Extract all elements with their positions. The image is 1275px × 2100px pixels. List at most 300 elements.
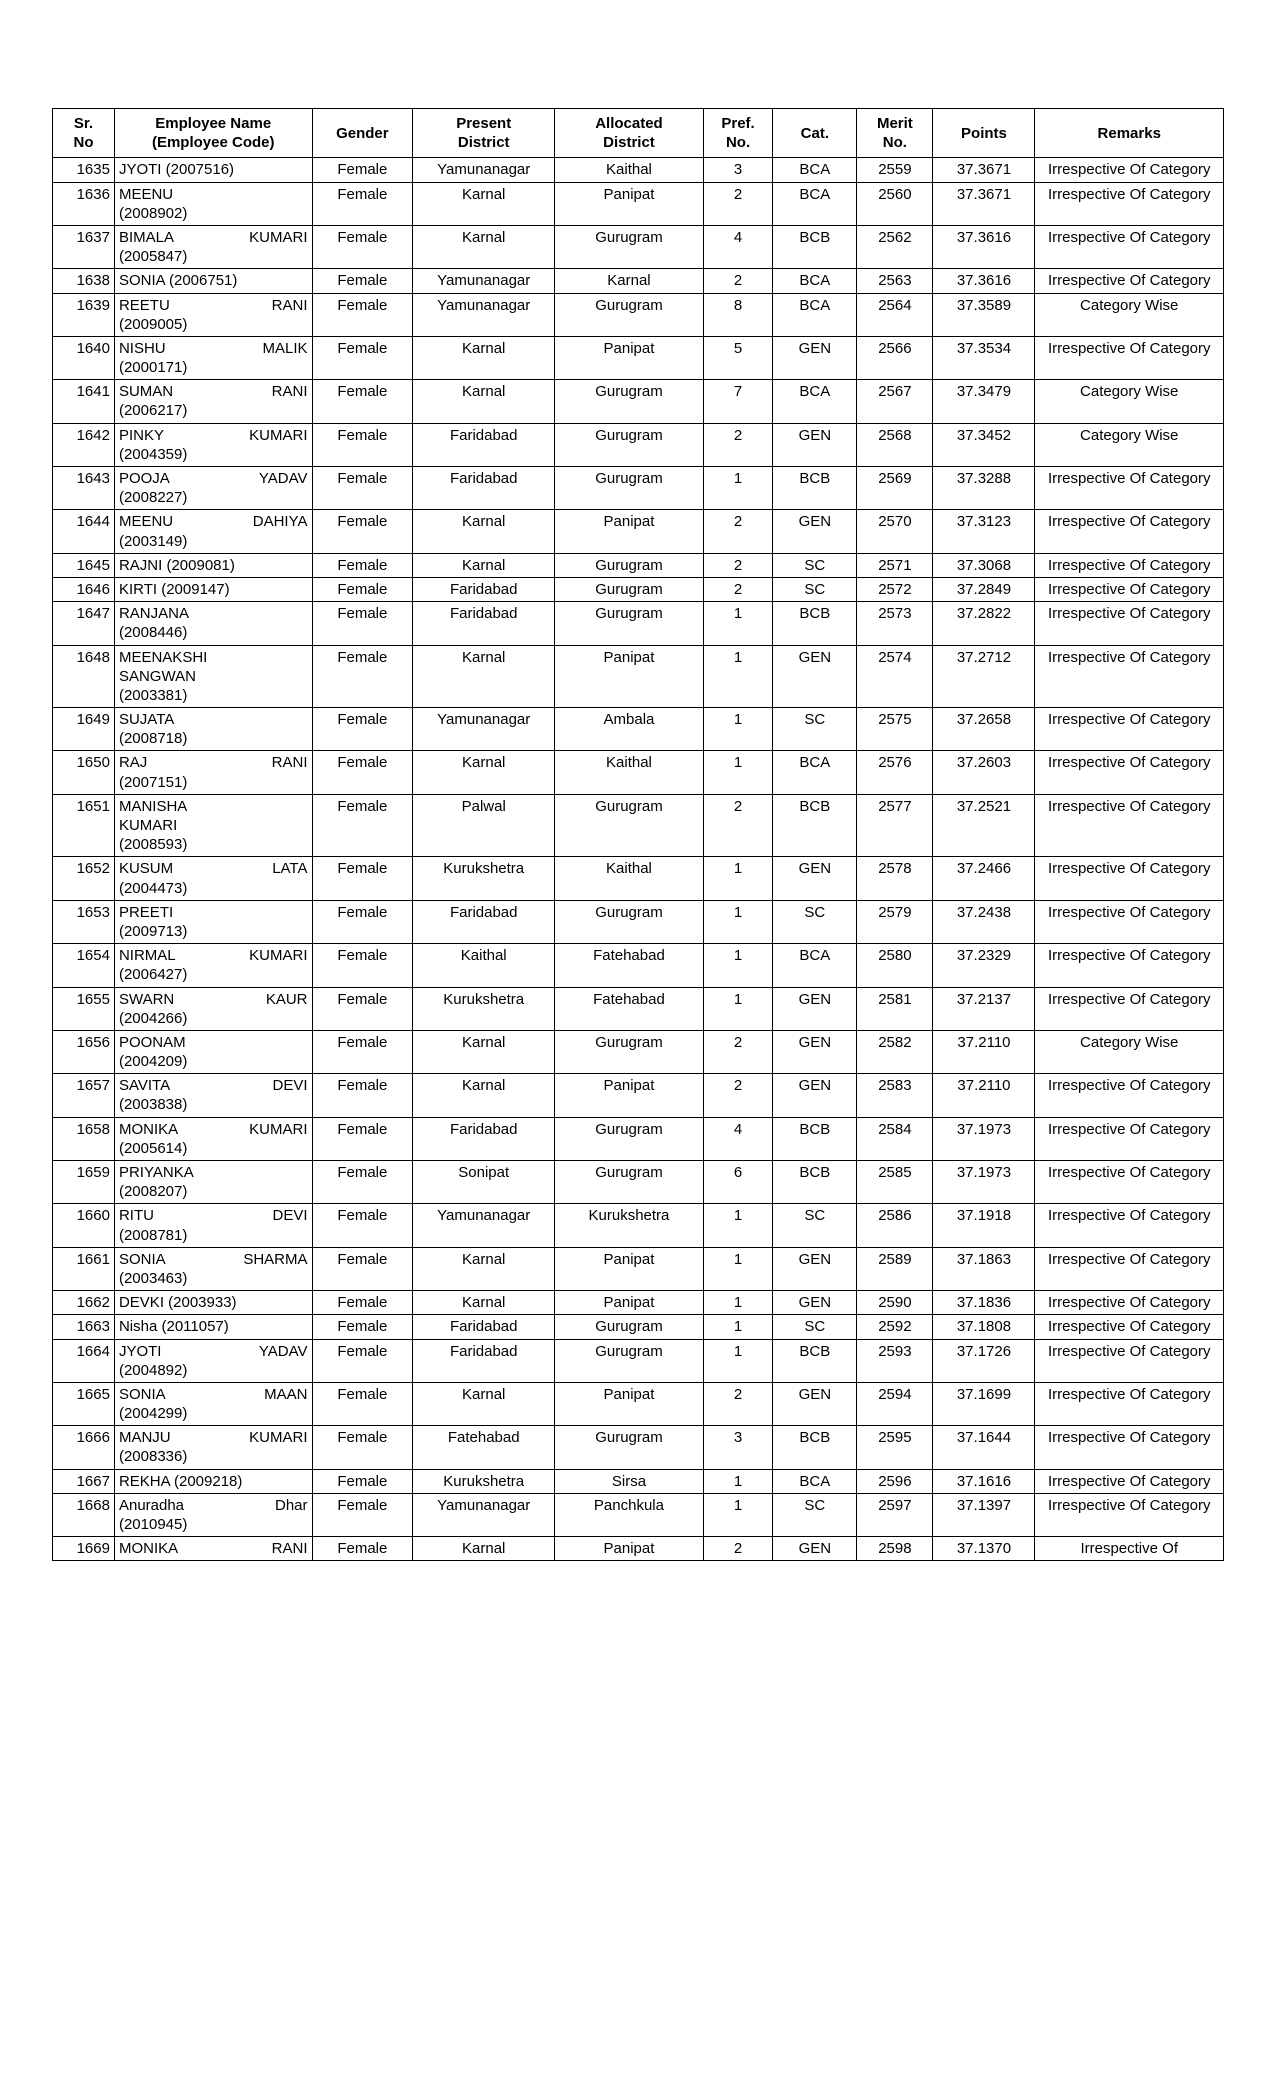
cell-present-district: Kurukshetra <box>413 987 555 1030</box>
cell-merit-no: 2598 <box>857 1537 933 1561</box>
column-header-alloc <box>555 109 703 158</box>
cell-remarks: Irrespective Of Category <box>1035 708 1224 751</box>
cell-remarks: Irrespective Of Category <box>1035 1315 1224 1339</box>
cell-employee-name <box>114 857 312 900</box>
cell-pref-no: 2 <box>703 423 773 466</box>
employee-name-text: RAJNI (2009081) <box>118 556 235 574</box>
cell-sr-no: 1637 <box>53 225 115 268</box>
cell-merit-no: 2566 <box>857 336 933 379</box>
cell-present-district: Karnal <box>413 1291 555 1315</box>
cell-merit-no: 2584 <box>857 1117 933 1160</box>
cell-gender: Female <box>312 380 413 423</box>
cell-pref-no: 1 <box>703 708 773 751</box>
employee-name-part: KUMARI <box>249 228 308 246</box>
cell-gender: Female <box>312 423 413 466</box>
cell-merit-no: 2586 <box>857 1204 933 1247</box>
employee-name-part: MANJU <box>118 1429 171 1447</box>
table-row <box>53 708 1224 751</box>
cell-gender: Female <box>312 857 413 900</box>
cell-merit-no: 2564 <box>857 293 933 336</box>
cell-gender: Female <box>312 1469 413 1493</box>
cell-present-district: Sonipat <box>413 1161 555 1204</box>
cell-points: 37.1973 <box>933 1161 1035 1204</box>
cell-category: SC <box>773 1493 857 1536</box>
cell-employee-name <box>114 467 312 510</box>
employee-name-text <box>119 753 308 772</box>
cell-sr-no: 1649 <box>53 708 115 751</box>
cell-present-district: Faridabad <box>413 1339 555 1382</box>
cell-points: 37.2849 <box>933 577 1035 601</box>
employee-name-part: KAUR <box>265 990 308 1008</box>
cell-sr-no: 1651 <box>53 794 115 857</box>
employee-code: (2003463) <box>118 1269 188 1287</box>
cell-employee-name <box>114 1426 312 1469</box>
cell-merit-no: 2562 <box>857 225 933 268</box>
cell-points: 37.1863 <box>933 1247 1035 1290</box>
cell-remarks: Irrespective Of Category <box>1035 1493 1224 1536</box>
cell-pref-no: 1 <box>703 1315 773 1339</box>
cell-remarks: Irrespective Of Category <box>1035 1469 1224 1493</box>
employee-name-part: SAVITA <box>118 1077 170 1095</box>
cell-merit-no: 2580 <box>857 944 933 987</box>
cell-points: 37.3068 <box>933 553 1035 577</box>
column-header-sr <box>53 109 115 158</box>
cell-category: BCA <box>773 293 857 336</box>
table-row <box>53 602 1224 645</box>
cell-sr-no: 1647 <box>53 602 115 645</box>
table-row <box>53 336 1224 379</box>
cell-allocated-district: Gurugram <box>555 293 703 336</box>
cell-sr-no: 1664 <box>53 1339 115 1382</box>
cell-merit-no: 2576 <box>857 751 933 794</box>
cell-gender: Female <box>312 1247 413 1290</box>
employee-name-text <box>119 1496 308 1515</box>
employee-name-part: RAJ <box>118 754 148 772</box>
cell-pref-no: 4 <box>703 225 773 268</box>
cell-pref-no: 1 <box>703 944 773 987</box>
cell-remarks: Category Wise <box>1035 380 1224 423</box>
cell-pref-no: 2 <box>703 269 773 293</box>
cell-gender: Female <box>312 794 413 857</box>
cell-employee-name <box>114 602 312 645</box>
cell-points: 37.3288 <box>933 467 1035 510</box>
table-row <box>53 1426 1224 1469</box>
employee-code: (2003381) <box>118 686 188 704</box>
employee-code: (2009005) <box>118 315 188 333</box>
employee-code: (2004892) <box>118 1361 188 1379</box>
cell-merit-no: 2574 <box>857 645 933 708</box>
cell-remarks: Category Wise <box>1035 293 1224 336</box>
cell-employee-name <box>114 1469 312 1493</box>
employee-name-part: KUMARI <box>249 426 308 444</box>
table-row <box>53 857 1224 900</box>
cell-allocated-district: Gurugram <box>555 553 703 577</box>
employee-code: (2004473) <box>118 879 188 897</box>
employee-name-text: SUJATA <box>118 711 175 729</box>
cell-sr-no: 1656 <box>53 1030 115 1073</box>
cell-sr-no: 1660 <box>53 1204 115 1247</box>
cell-allocated-district: Panipat <box>555 336 703 379</box>
cell-pref-no: 2 <box>703 1382 773 1425</box>
cell-merit-no: 2596 <box>857 1469 933 1493</box>
employee-code: (2003838) <box>118 1096 188 1114</box>
cell-present-district: Karnal <box>413 182 555 225</box>
cell-points: 37.1973 <box>933 1117 1035 1160</box>
cell-allocated-district: Gurugram <box>555 602 703 645</box>
employee-name-text <box>119 1342 308 1361</box>
cell-allocated-district: Kaithal <box>555 751 703 794</box>
employee-name-part: KUMARI <box>249 1120 308 1138</box>
table-row <box>53 1074 1224 1117</box>
cell-present-district: Karnal <box>413 510 555 553</box>
cell-points: 37.3479 <box>933 380 1035 423</box>
cell-remarks: Irrespective Of Category <box>1035 182 1224 225</box>
employee-name-part: MALIK <box>262 339 308 357</box>
cell-allocated-district: Gurugram <box>555 794 703 857</box>
cell-allocated-district: Gurugram <box>555 423 703 466</box>
cell-sr-no: 1655 <box>53 987 115 1030</box>
cell-pref-no: 1 <box>703 1247 773 1290</box>
column-header-merit <box>857 109 933 158</box>
column-header-line2: No. <box>882 134 907 152</box>
cell-pref-no: 2 <box>703 794 773 857</box>
employee-name-text <box>119 382 308 401</box>
employee-name-part: MAAN <box>264 1385 308 1403</box>
cell-employee-name <box>114 225 312 268</box>
cell-gender: Female <box>312 1074 413 1117</box>
employee-name-part: Dhar <box>274 1496 308 1514</box>
employee-name-text <box>119 1206 308 1225</box>
cell-present-district: Karnal <box>413 1030 555 1073</box>
cell-pref-no: 1 <box>703 1291 773 1315</box>
cell-pref-no: 2 <box>703 1537 773 1561</box>
cell-points: 37.2822 <box>933 602 1035 645</box>
employee-code: (2004209) <box>118 1053 188 1071</box>
employee-code: (2008781) <box>118 1226 188 1244</box>
table-row <box>53 1247 1224 1290</box>
cell-allocated-district: Ambala <box>555 708 703 751</box>
employee-name-text: DEVKI (2003933) <box>118 1294 237 1312</box>
cell-allocated-district: Fatehabad <box>555 944 703 987</box>
cell-remarks: Irrespective Of Category <box>1035 1339 1224 1382</box>
cell-remarks: Irrespective Of Category <box>1035 645 1224 708</box>
cell-category: BCB <box>773 794 857 857</box>
employee-name-part: MONIKA <box>118 1120 178 1138</box>
cell-gender: Female <box>312 1339 413 1382</box>
cell-points: 37.3452 <box>933 423 1035 466</box>
employee-code: (2004266) <box>118 1009 188 1027</box>
cell-merit-no: 2568 <box>857 423 933 466</box>
cell-employee-name <box>114 1204 312 1247</box>
cell-employee-name <box>114 1382 312 1425</box>
cell-present-district: Karnal <box>413 553 555 577</box>
column-header-line1: Points <box>961 124 1007 142</box>
cell-gender: Female <box>312 602 413 645</box>
cell-pref-no: 3 <box>703 158 773 182</box>
employee-code: (2008207) <box>118 1183 188 1201</box>
cell-remarks: Irrespective Of Category <box>1035 467 1224 510</box>
cell-employee-name <box>114 1493 312 1536</box>
cell-allocated-district: Panipat <box>555 182 703 225</box>
cell-allocated-district: Karnal <box>555 269 703 293</box>
cell-sr-no: 1638 <box>53 269 115 293</box>
employee-name-part: YADAV <box>258 470 308 487</box>
cell-employee-name <box>114 269 312 293</box>
cell-pref-no: 1 <box>703 602 773 645</box>
cell-remarks: Irrespective Of Category <box>1035 269 1224 293</box>
table-row <box>53 1030 1224 1073</box>
cell-category: BCA <box>773 380 857 423</box>
table-row <box>53 794 1224 857</box>
employee-code: (2008718) <box>118 730 188 748</box>
cell-employee-name <box>114 1161 312 1204</box>
table-row <box>53 510 1224 553</box>
cell-allocated-district: Gurugram <box>555 577 703 601</box>
employee-name-part: RANI <box>271 1540 308 1558</box>
cell-pref-no: 1 <box>703 467 773 510</box>
cell-gender: Female <box>312 225 413 268</box>
table-row <box>53 944 1224 987</box>
cell-gender: Female <box>312 708 413 751</box>
employee-allocation-table <box>52 108 1224 1561</box>
cell-category: BCB <box>773 1426 857 1469</box>
cell-employee-name <box>114 900 312 943</box>
cell-allocated-district: Panipat <box>555 1291 703 1315</box>
table-row <box>53 900 1224 943</box>
cell-category: SC <box>773 553 857 577</box>
cell-employee-name <box>114 1339 312 1382</box>
employee-name-text <box>119 296 308 315</box>
cell-remarks: Irrespective Of Category <box>1035 751 1224 794</box>
cell-category: BCA <box>773 269 857 293</box>
cell-present-district: Yamunanagar <box>413 708 555 751</box>
cell-category: SC <box>773 900 857 943</box>
cell-present-district: Faridabad <box>413 1117 555 1160</box>
cell-category: BCB <box>773 602 857 645</box>
cell-category: GEN <box>773 987 857 1030</box>
column-header-line2: District <box>603 134 655 152</box>
cell-gender: Female <box>312 944 413 987</box>
cell-points: 37.2110 <box>933 1030 1035 1073</box>
cell-pref-no: 1 <box>703 1339 773 1382</box>
cell-gender: Female <box>312 1161 413 1204</box>
cell-remarks: Irrespective Of Category <box>1035 1161 1224 1204</box>
cell-sr-no: 1635 <box>53 158 115 182</box>
employee-name-text <box>119 1428 308 1447</box>
column-header-line2: District <box>457 134 510 152</box>
employee-name-text <box>119 1385 308 1404</box>
cell-points: 37.3616 <box>933 225 1035 268</box>
column-header-line1: Sr. <box>73 115 94 132</box>
employee-name-text: SONIA (2006751) <box>118 272 238 290</box>
cell-merit-no: 2592 <box>857 1315 933 1339</box>
cell-allocated-district: Gurugram <box>555 467 703 510</box>
cell-employee-name <box>114 944 312 987</box>
cell-present-district: Kaithal <box>413 944 555 987</box>
cell-allocated-district: Panipat <box>555 1247 703 1290</box>
column-header-cat <box>773 109 857 158</box>
cell-remarks: Irrespective Of Category <box>1035 577 1224 601</box>
cell-pref-no: 1 <box>703 1469 773 1493</box>
cell-category: SC <box>773 1204 857 1247</box>
employee-name-text: RANJANA <box>118 605 189 623</box>
employee-name-text <box>119 1250 308 1269</box>
cell-sr-no: 1643 <box>53 467 115 510</box>
cell-employee-name <box>114 182 312 225</box>
cell-category: GEN <box>773 336 857 379</box>
cell-points: 37.1808 <box>933 1315 1035 1339</box>
cell-remarks: Irrespective Of Category <box>1035 1291 1224 1315</box>
cell-category: GEN <box>773 1291 857 1315</box>
cell-allocated-district: Panipat <box>555 510 703 553</box>
employee-code: (2004299) <box>118 1405 188 1423</box>
cell-allocated-district: Gurugram <box>555 1161 703 1204</box>
cell-merit-no: 2572 <box>857 577 933 601</box>
cell-gender: Female <box>312 987 413 1030</box>
cell-remarks: Irrespective Of Category <box>1035 1117 1224 1160</box>
cell-present-district: Kurukshetra <box>413 1469 555 1493</box>
cell-merit-no: 2569 <box>857 467 933 510</box>
cell-points: 37.1616 <box>933 1469 1035 1493</box>
cell-present-district: Fatehabad <box>413 1426 555 1469</box>
employee-name-part: PINKY <box>118 426 164 444</box>
cell-employee-name <box>114 158 312 182</box>
cell-points: 37.2466 <box>933 857 1035 900</box>
cell-points: 37.1726 <box>933 1339 1035 1382</box>
cell-allocated-district: Gurugram <box>555 1117 703 1160</box>
table-row <box>53 1291 1224 1315</box>
column-header-line2: No <box>73 134 94 152</box>
cell-pref-no: 1 <box>703 857 773 900</box>
employee-name-part: REETU <box>118 296 170 314</box>
cell-allocated-district: Gurugram <box>555 1315 703 1339</box>
employee-name-text <box>119 512 308 531</box>
cell-pref-no: 2 <box>703 510 773 553</box>
cell-category: BCB <box>773 1161 857 1204</box>
cell-merit-no: 2570 <box>857 510 933 553</box>
cell-remarks: Irrespective Of Category <box>1035 225 1224 268</box>
cell-sr-no: 1639 <box>53 293 115 336</box>
cell-merit-no: 2583 <box>857 1074 933 1117</box>
employee-name-text <box>119 946 308 965</box>
cell-sr-no: 1654 <box>53 944 115 987</box>
employee-name-part: MANISHA <box>118 797 188 815</box>
table-row <box>53 1315 1224 1339</box>
cell-gender: Female <box>312 645 413 708</box>
cell-employee-name <box>114 751 312 794</box>
table-row <box>53 645 1224 708</box>
cell-category: GEN <box>773 1537 857 1561</box>
table-row <box>53 380 1224 423</box>
employee-name-text <box>119 1076 308 1095</box>
cell-remarks: Irrespective Of Category <box>1035 944 1224 987</box>
employee-code: (2000171) <box>118 359 188 377</box>
table-row <box>53 1339 1224 1382</box>
cell-remarks: Irrespective Of Category <box>1035 158 1224 182</box>
cell-gender: Female <box>312 1117 413 1160</box>
cell-allocated-district: Gurugram <box>555 1339 703 1382</box>
cell-points: 37.3589 <box>933 293 1035 336</box>
cell-gender: Female <box>312 577 413 601</box>
cell-points: 37.3671 <box>933 182 1035 225</box>
cell-category: BCA <box>773 944 857 987</box>
table-row <box>53 1469 1224 1493</box>
employee-name-text <box>119 339 308 358</box>
cell-pref-no: 8 <box>703 293 773 336</box>
employee-name-text: KIRTI (2009147) <box>118 580 230 598</box>
cell-sr-no: 1636 <box>53 182 115 225</box>
employee-name-part: SONIA <box>118 1250 165 1268</box>
cell-points: 37.1918 <box>933 1204 1035 1247</box>
employee-code: (2008902) <box>118 204 188 222</box>
employee-code: (2007151) <box>118 773 188 791</box>
cell-gender: Female <box>312 553 413 577</box>
employee-name-text <box>119 1539 308 1558</box>
cell-merit-no: 2595 <box>857 1426 933 1469</box>
cell-sr-no: 1640 <box>53 336 115 379</box>
cell-present-district: Faridabad <box>413 1315 555 1339</box>
cell-pref-no: 2 <box>703 553 773 577</box>
cell-pref-no: 2 <box>703 1030 773 1073</box>
cell-category: GEN <box>773 1074 857 1117</box>
table-row <box>53 293 1224 336</box>
employee-name-part: KUMARI <box>249 947 308 965</box>
cell-remarks: Irrespective Of <box>1035 1537 1224 1561</box>
table-row <box>53 987 1224 1030</box>
column-header-line1: Gender <box>336 124 389 142</box>
table-header <box>53 109 1224 158</box>
column-header-line1: Pref. <box>721 115 755 132</box>
cell-present-district: Karnal <box>413 645 555 708</box>
employee-name-part: MONIKA <box>118 1540 178 1558</box>
cell-pref-no: 4 <box>703 1117 773 1160</box>
employee-name-part: KUMARI <box>118 817 178 834</box>
column-header-line1: Present <box>456 115 512 132</box>
cell-gender: Female <box>312 467 413 510</box>
cell-present-district: Faridabad <box>413 577 555 601</box>
employee-name-text: Nisha (2011057) <box>118 1318 229 1336</box>
cell-category: GEN <box>773 1247 857 1290</box>
cell-pref-no: 5 <box>703 336 773 379</box>
employee-name-text <box>119 228 308 247</box>
employee-name-part: LATA <box>272 860 308 878</box>
employee-name-text: PREETI <box>118 903 174 921</box>
cell-allocated-district: Gurugram <box>555 900 703 943</box>
cell-points: 37.2110 <box>933 1074 1035 1117</box>
cell-merit-no: 2582 <box>857 1030 933 1073</box>
cell-gender: Female <box>312 510 413 553</box>
cell-points: 37.3123 <box>933 510 1035 553</box>
cell-employee-name <box>114 1074 312 1117</box>
cell-merit-no: 2573 <box>857 602 933 645</box>
cell-merit-no: 2560 <box>857 182 933 225</box>
cell-allocated-district: Gurugram <box>555 225 703 268</box>
cell-employee-name <box>114 293 312 336</box>
cell-points: 37.2658 <box>933 708 1035 751</box>
table-row <box>53 1382 1224 1425</box>
cell-merit-no: 2578 <box>857 857 933 900</box>
cell-points: 37.3534 <box>933 336 1035 379</box>
cell-allocated-district: Gurugram <box>555 1426 703 1469</box>
cell-gender: Female <box>312 900 413 943</box>
cell-present-district: Kurukshetra <box>413 857 555 900</box>
cell-sr-no: 1644 <box>53 510 115 553</box>
cell-allocated-district: Panipat <box>555 1074 703 1117</box>
cell-sr-no: 1663 <box>53 1315 115 1339</box>
cell-sr-no: 1642 <box>53 423 115 466</box>
table-row <box>53 158 1224 182</box>
column-header-pref <box>703 109 773 158</box>
